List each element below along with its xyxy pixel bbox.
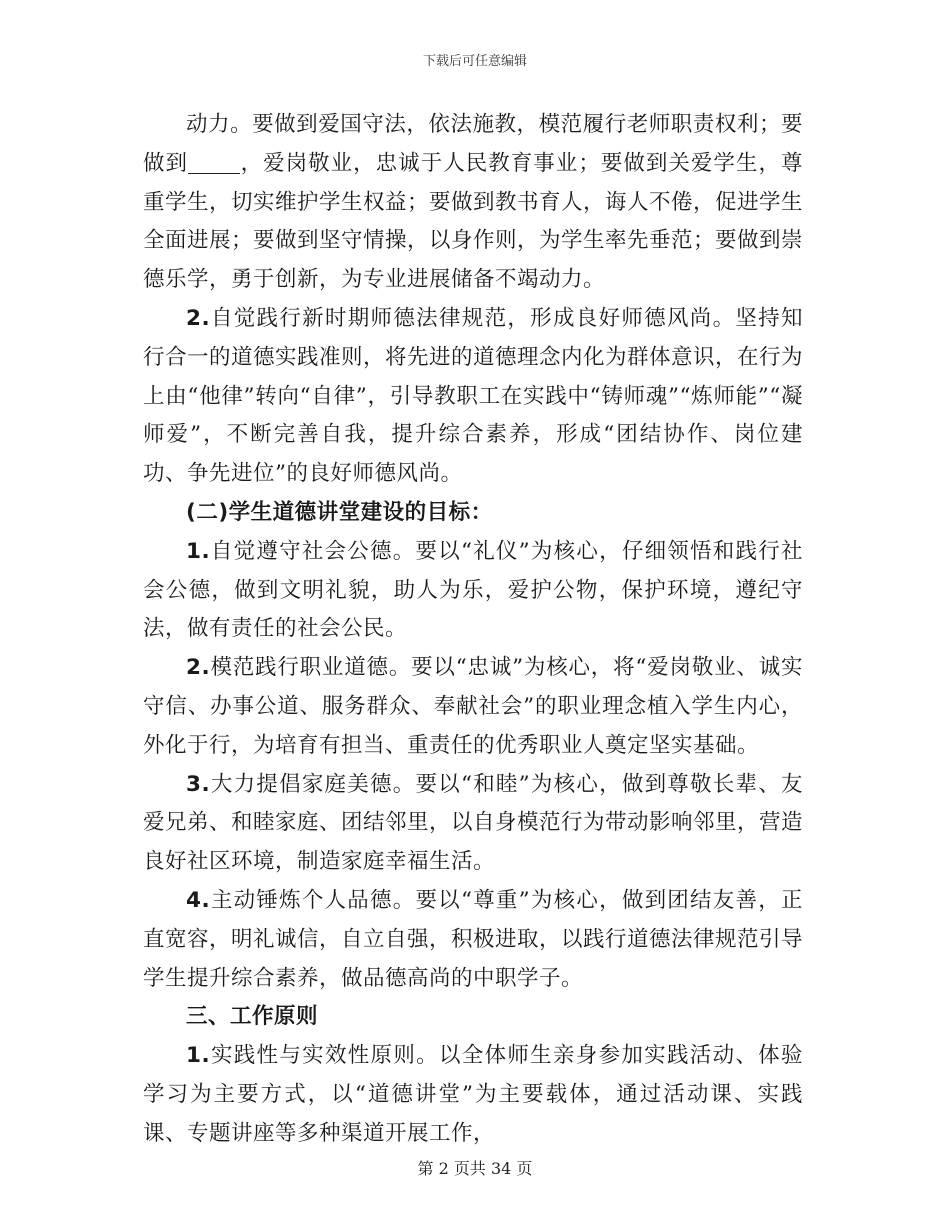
paragraph-4	[143, 649, 803, 765]
item-number: 4.	[186, 887, 211, 913]
item-number: 3.	[186, 771, 211, 797]
paragraph-text: ，爱岗敬业，忠诚于人民教育事业；要做到关爱学生，尊重学生，切实维护学生权益；要做到教书育人，诲人不倦，促进学生全面进展；要做到坚守情操，以身作则，为学生率先垂范；要做到崇德乐学，勇于创新，为专业进展储备不竭动力。	[143, 150, 804, 293]
paragraph-3	[143, 533, 803, 649]
paragraph-text: 实践性与实效性原则。以全体师生亲身参加实践活动、体验学习为主要方式，以“道德讲堂”为主要载体，通过活动课、实践课、专题讲座等多种渠道开展工作，	[143, 1043, 803, 1146]
item-number: 1.	[186, 538, 211, 564]
paragraph-text: 动力。要做到爱国守法，依法施教，模范履行老师职责权利；要做到	[143, 112, 803, 176]
paragraph-5	[143, 766, 803, 882]
paragraph-text: 大力提倡家庭美德。要以“和睦”为核心，做到尊敬长辈、友爱兄弟、和睦家庭、团结邻里，以自身模范行为带动影响邻里，营造良好社区环境，制造家庭幸福生活。	[143, 771, 804, 875]
paragraph-text: 模范践行职业道德。要以“忠诚”为核心，将“爱岗敬业、诚实守信、办事公道、服务群众、奉献社会”的职业理念植入学生内心，外化于行，为培育有担当、重责任的优秀职业人奠定坚实基础。	[143, 655, 803, 758]
page-header: 下载后可任意编辑	[422, 54, 527, 69]
document-body	[143, 106, 803, 1154]
section-heading-work-principles: 三、工作原则	[186, 1004, 319, 1030]
section-heading-student-goals: (二)学生道德讲堂建设的目标：	[186, 499, 493, 525]
paragraph-1	[143, 106, 803, 300]
paragraph-text: 主动锤炼个人品德。要以“尊重”为核心，做到团结友善，正直宽容，明礼诚信，自立自强，积极进取，以践行道德法律规范引导学生提升综合素养，做品德高尚的中职学子。	[143, 887, 804, 991]
paragraph-7	[143, 1037, 803, 1153]
paragraph-6	[143, 882, 803, 998]
fill-in-blank	[188, 151, 240, 174]
page-footer: 第 2 页共 34 页	[417, 1159, 533, 1178]
paragraph-2	[143, 300, 803, 494]
item-number: 2.	[186, 655, 211, 681]
paragraph-text: 自觉遵守社会公德。要以“礼仪”为核心，仔细领悟和践行社会公德，做到文明礼貌，助人为乐，爱护公物，保护环境，遵纪守法，做有责任的社会公民。	[143, 538, 803, 642]
item-number: 1.	[186, 1043, 211, 1069]
item-number: 2.	[186, 305, 211, 331]
paragraph-text: 自觉践行新时期师德法律规范，形成良好师德风尚。坚持知行合一的道德实践准则，将先进的道德理念内化为群体意识，在行为上由“他律”转向“自律”，引导教职工在实践中“铸师魂”“炼师能”“凝师爱”，不断完善自我，提升综合素养，形成“团结协作、岗位建功、争先进位”的良好师德风尚。	[143, 305, 804, 487]
